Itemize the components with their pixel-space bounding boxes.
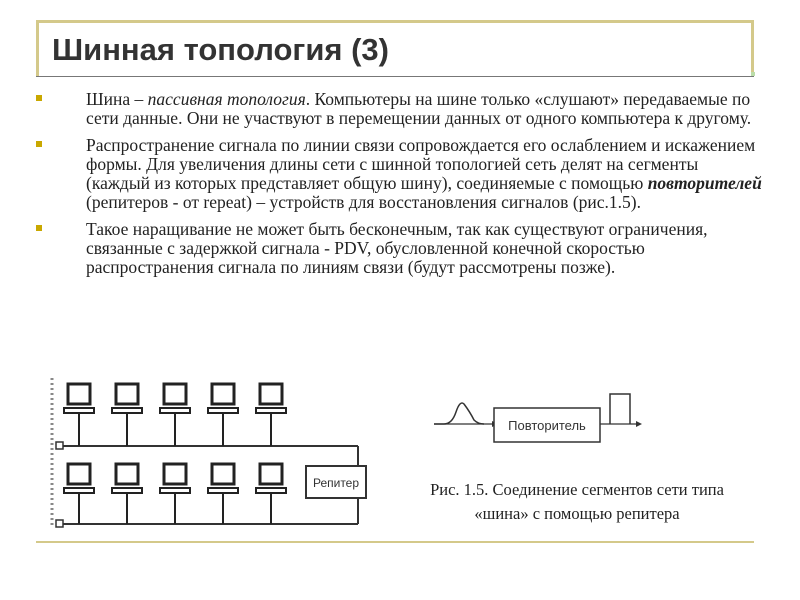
caption-line-2: «шина» с помощью репитера (474, 504, 680, 523)
computer-icon (64, 384, 94, 446)
bullet-1-italic: пассивная топология (147, 89, 306, 109)
terminator-icon (56, 520, 63, 527)
slide-title: Шинная топология (3) (52, 32, 389, 67)
bullet-item-2 (36, 136, 766, 212)
computer-icon (208, 384, 238, 446)
bullet-2-text-end: (репитеров - от repeat) – устройств для восстановления сигналов (рис.1.5). (86, 192, 641, 212)
computer-icon (64, 464, 94, 524)
computer-icon (208, 464, 238, 524)
bullet-2-bold-italic: повторителей (647, 173, 762, 193)
bullet-marker-icon (36, 225, 42, 231)
repeater-label: Репитер (312, 476, 360, 490)
distorted-signal-icon (434, 403, 484, 424)
restored-signal-icon (610, 394, 630, 424)
caption-line-1: Рис. 1.5. Соединение сегментов сети типа (430, 480, 724, 499)
computer-icon (256, 384, 286, 446)
repeater-signal-diagram (430, 390, 650, 450)
figure-caption (388, 478, 766, 526)
bullet-item-1 (36, 90, 766, 128)
computer-icon (112, 384, 142, 446)
repeater-box-label: Повторитель (508, 418, 586, 433)
computer-icon (256, 464, 286, 524)
bus-network-diagram (48, 378, 368, 540)
bullet-item-3 (36, 220, 766, 277)
terminator-icon (56, 442, 63, 449)
bottom-divider (36, 541, 754, 543)
computer-icon (160, 384, 190, 446)
bullet-2-text-start: Распространение сигнала по линии связи сопровождается его ослаблением и искажением формы. Для увеличения длины сети с шинной топологией сеть делят на сегменты (каждый из которых представляет общую шину), соединяемые с помощью (86, 135, 756, 193)
bullet-marker-icon (36, 141, 42, 147)
bullet-list (36, 90, 766, 285)
computer-icon (160, 464, 190, 524)
computer-icon (112, 464, 142, 524)
bullet-1-text-start: Шина – (86, 89, 148, 109)
frame-left-border (36, 20, 39, 76)
title-divider (36, 76, 754, 77)
frame-right-border (751, 20, 754, 76)
frame-top-border (36, 20, 754, 23)
bullet-marker-icon (36, 95, 42, 101)
bullet-1-text-end: . Компьютеры на шине только «слушают» передаваемые по сети данные. Они не участвуют в перемещении данных от одного компьютера к другому. (86, 89, 752, 128)
bullet-3-text: Такое наращивание не может быть бесконечным, так как существуют ограничения, связанные с задержкой сигнала - PDV, обусловленной конечной скоростью распространения сигнала по линиям связи (будут рассмотрены позже). (86, 219, 708, 277)
